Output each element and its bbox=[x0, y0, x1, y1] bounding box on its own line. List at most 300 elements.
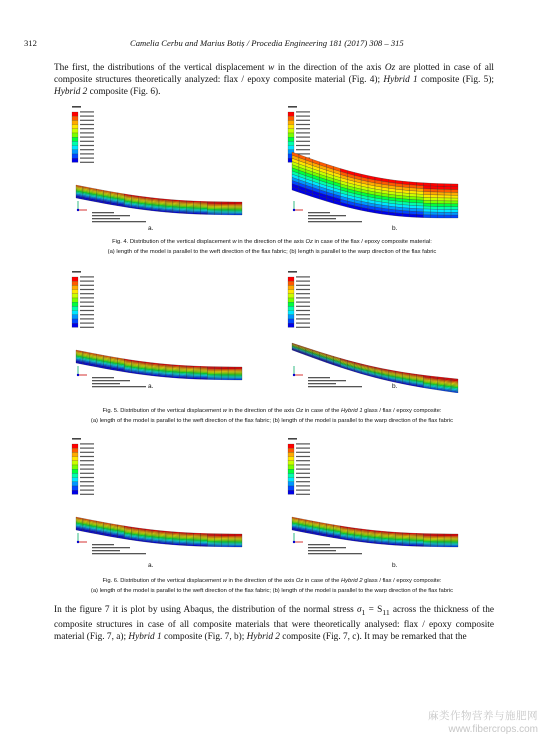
info-text-stub bbox=[92, 215, 130, 216]
mesh-element bbox=[410, 205, 417, 208]
legend-value-stub bbox=[80, 477, 94, 478]
figure-6-panel-b-label: b. bbox=[392, 562, 398, 569]
legend-header-stub bbox=[72, 438, 81, 440]
mesh-element bbox=[187, 213, 194, 214]
mesh-element bbox=[451, 195, 458, 198]
info-text-stub bbox=[308, 380, 346, 381]
axis-triad-z bbox=[77, 209, 79, 211]
mesh-element bbox=[437, 186, 444, 189]
legend-swatch bbox=[288, 129, 294, 133]
legend-value-stub bbox=[296, 285, 310, 286]
mesh-element bbox=[437, 204, 444, 207]
figure-4-caption: Fig. 4. Distribution of the vertical displacement w in the direction of the axis Oz in case of the flax / epoxy composite material: (a) length of the model is parallel to the weft direction of the flax fabric; (b) length is parallel to the warp direction of the flax fabric bbox=[107, 239, 437, 255]
mesh-element bbox=[430, 209, 437, 212]
legend-value-stub bbox=[80, 494, 94, 495]
legend-value-stub bbox=[296, 297, 310, 298]
legend-value-stub bbox=[296, 318, 310, 319]
mesh-element bbox=[221, 379, 228, 380]
legend-value-stub bbox=[80, 297, 94, 298]
paragraph-stress: In the figure 7 it is plot by using Abaqus, the distribution of the normal stress $\sigma_1 = S_{11}$ across the thickness of the composite structures in case of all composite materials that were theoretically analysed: flax / epoxy composite material (Fig. 7, a); Hybrid 1 composite (Fig. 7, b); Hybrid 2 composite (Fig. 7, c). It may be remarked that the bbox=[54, 605, 494, 643]
legend-swatch bbox=[72, 461, 78, 465]
mesh-element bbox=[214, 546, 221, 547]
legend-value-stub bbox=[296, 464, 310, 465]
mesh-element bbox=[451, 201, 458, 204]
mesh-element bbox=[430, 198, 437, 201]
mesh-element bbox=[451, 212, 458, 215]
mesh-element bbox=[430, 206, 437, 209]
legend-swatch bbox=[72, 150, 78, 154]
mesh-element bbox=[207, 545, 214, 546]
legend-swatch bbox=[72, 281, 78, 285]
legend-value-stub bbox=[296, 132, 310, 133]
legend-value-stub bbox=[296, 120, 310, 121]
info-text-stub bbox=[308, 544, 330, 545]
legend-value-stub bbox=[80, 310, 94, 311]
info-text-stub bbox=[308, 215, 346, 216]
legend-header-stub bbox=[288, 271, 297, 273]
legend-value-stub bbox=[80, 443, 94, 444]
legend-swatch bbox=[72, 319, 78, 323]
legend-swatch bbox=[72, 120, 78, 124]
mesh-element bbox=[417, 212, 424, 215]
mesh-element bbox=[430, 189, 437, 192]
legend-swatch bbox=[288, 323, 294, 327]
mesh-element bbox=[423, 206, 430, 209]
legend-swatch bbox=[288, 277, 294, 281]
legend-value-stub bbox=[296, 124, 310, 125]
legend-value-stub bbox=[80, 153, 94, 154]
mesh-element bbox=[430, 183, 437, 186]
legend-swatch bbox=[288, 315, 294, 319]
legend-value-stub bbox=[80, 116, 94, 117]
legend-swatch bbox=[72, 129, 78, 133]
mesh-element bbox=[423, 212, 430, 215]
mesh-element bbox=[444, 187, 451, 190]
mesh-element bbox=[228, 379, 235, 380]
legend-value-stub bbox=[80, 323, 94, 324]
mesh-element bbox=[194, 213, 201, 214]
axis-triad-z bbox=[77, 374, 79, 376]
watermark-title: 麻类作物营养与施肥网 bbox=[428, 710, 538, 722]
info-text-stub bbox=[92, 550, 120, 551]
legend-value-stub bbox=[296, 494, 310, 495]
info-text-stub bbox=[92, 544, 114, 545]
mesh-element bbox=[201, 213, 208, 214]
mesh-element bbox=[423, 215, 430, 218]
mesh-element bbox=[437, 206, 444, 209]
mesh-element bbox=[430, 546, 437, 547]
mesh-element bbox=[194, 545, 201, 546]
legend-swatch bbox=[288, 478, 294, 482]
legend-swatch bbox=[72, 490, 78, 494]
mesh-element bbox=[430, 192, 437, 195]
legend-swatch bbox=[72, 154, 78, 158]
legend-swatch bbox=[288, 141, 294, 145]
legend-value-stub bbox=[296, 281, 310, 282]
legend-value-stub bbox=[296, 145, 310, 146]
mesh-element bbox=[451, 546, 458, 547]
mesh-element bbox=[187, 378, 194, 379]
figure-6-panel-a-label: a. bbox=[148, 562, 154, 569]
legend-value-stub bbox=[80, 481, 94, 482]
figure-4-panel-a-label: a. bbox=[148, 225, 154, 232]
figure-5-caption: Fig. 5. Distribution of the vertical displacement w in the direction of the axis Oz in case of the Hybrid 1 glass / flax / epoxy composite: (a) length of the model is parallel to the weft direction of the flax fabric; (b) length of the model is parallel to the warp direction of the flax fabric bbox=[90, 408, 454, 424]
legend-header-stub bbox=[288, 106, 297, 108]
mesh-element bbox=[423, 189, 430, 192]
mesh-element bbox=[430, 201, 437, 204]
legend-value-stub bbox=[80, 120, 94, 121]
legend-swatch bbox=[288, 125, 294, 129]
legend-swatch bbox=[72, 277, 78, 281]
mesh-element bbox=[417, 206, 424, 209]
legend-swatch bbox=[72, 112, 78, 116]
info-text-stub bbox=[92, 377, 114, 378]
info-text-stub bbox=[92, 380, 130, 381]
mesh-element bbox=[430, 195, 437, 198]
legend-value-stub bbox=[80, 132, 94, 133]
legend-value-stub bbox=[296, 314, 310, 315]
figure-5-panel-b-label: b. bbox=[392, 383, 398, 390]
mesh-element bbox=[444, 201, 451, 204]
mesh-element bbox=[403, 545, 410, 546]
mesh-element bbox=[437, 209, 444, 212]
legend-value-stub bbox=[296, 276, 310, 277]
legend-swatch bbox=[288, 473, 294, 477]
info-text-stub bbox=[308, 550, 336, 551]
legend-swatch bbox=[72, 486, 78, 490]
legend-value-stub bbox=[80, 162, 94, 163]
legend-value-stub bbox=[80, 281, 94, 282]
axis-triad-z bbox=[293, 374, 295, 376]
legend-swatch bbox=[288, 486, 294, 490]
mesh-element bbox=[423, 183, 430, 186]
mesh-element bbox=[228, 546, 235, 547]
mesh-element bbox=[417, 203, 424, 206]
mesh-element bbox=[437, 546, 444, 547]
mesh-element bbox=[451, 207, 458, 210]
legend-value-stub bbox=[80, 452, 94, 453]
legend-value-stub bbox=[296, 469, 310, 470]
mesh-element bbox=[235, 214, 242, 215]
mesh-element bbox=[437, 212, 444, 215]
legend-swatch bbox=[288, 306, 294, 310]
mesh-element bbox=[201, 545, 208, 546]
legend-swatch bbox=[288, 290, 294, 294]
legend-value-stub bbox=[296, 448, 310, 449]
mesh-element bbox=[451, 187, 458, 190]
legend-value-stub bbox=[80, 456, 94, 457]
mesh-element bbox=[423, 194, 430, 197]
info-text-stub bbox=[92, 212, 114, 213]
mesh-element bbox=[444, 189, 451, 192]
legend-value-stub bbox=[80, 128, 94, 129]
legend-swatch bbox=[288, 311, 294, 315]
figure-6-caption: Fig. 6. Distribution of the vertical displacement w in the direction of the axis Oz in case of the Hybrid 2 glass / flax / epoxy composite: (a) length of the model is parallel to the weft direction of the flax fabric; (b) length of the model is parallel to the warp direction of the flax fabric bbox=[90, 578, 454, 594]
legend-header-stub bbox=[72, 106, 81, 108]
mesh-element bbox=[444, 209, 451, 212]
legend-value-stub bbox=[296, 141, 310, 142]
mesh-element bbox=[451, 192, 458, 195]
legend-value-stub bbox=[296, 323, 310, 324]
mesh-element bbox=[201, 378, 208, 379]
info-text-stub bbox=[92, 553, 146, 554]
figure-4-panel-b bbox=[282, 102, 462, 228]
legend-value-stub bbox=[296, 490, 310, 491]
figure-5-panel-a bbox=[66, 267, 246, 393]
mesh-element bbox=[403, 214, 410, 217]
mesh-element bbox=[194, 378, 201, 379]
legend-value-stub bbox=[80, 158, 94, 159]
mesh-element bbox=[451, 198, 458, 201]
info-text-stub bbox=[308, 547, 346, 548]
legend-swatch bbox=[72, 315, 78, 319]
mesh-element bbox=[437, 215, 444, 218]
legend-value-stub bbox=[296, 477, 310, 478]
mesh-element bbox=[235, 546, 242, 547]
paragraph-intro: The first, the distributions of the vertical displacement w in the direction of the axis Oz are plotted in case of all composite structures theoretically analyzed: flax / epoxy composite material (Fig. 4); Hybrid 1 composite (Fig. 5); Hybrid 2 composite (Fig. 6). bbox=[54, 63, 495, 98]
mesh-element bbox=[410, 202, 417, 205]
mesh-element bbox=[430, 212, 437, 215]
legend-swatch bbox=[72, 457, 78, 461]
running-head: Camelia Cerbu and Marius Botiș / Procedia Engineering 181 (2017) 308 – 315 bbox=[130, 38, 404, 48]
legend-value-stub bbox=[80, 145, 94, 146]
mesh-element bbox=[187, 545, 194, 546]
page-header bbox=[0, 38, 544, 52]
legend-swatch bbox=[72, 125, 78, 129]
mesh-element bbox=[430, 203, 437, 206]
legend-swatch bbox=[288, 302, 294, 306]
mesh-element bbox=[444, 215, 451, 218]
legend-swatch bbox=[288, 452, 294, 456]
mesh-element bbox=[410, 211, 417, 214]
mesh-element bbox=[451, 209, 458, 212]
legend-value-stub bbox=[80, 327, 94, 328]
legend-swatch bbox=[72, 452, 78, 456]
legend-swatch bbox=[288, 444, 294, 448]
legend-swatch bbox=[288, 319, 294, 323]
legend-swatch bbox=[288, 133, 294, 137]
mesh-element bbox=[417, 197, 424, 200]
mesh-element bbox=[417, 191, 424, 194]
mesh-element bbox=[451, 190, 458, 193]
legend-value-stub bbox=[80, 276, 94, 277]
legend-header-stub bbox=[288, 438, 297, 440]
figure-4-panel-a bbox=[66, 102, 246, 228]
mesh-element bbox=[423, 192, 430, 195]
mesh-element bbox=[423, 197, 430, 200]
page-number: 312 bbox=[24, 38, 37, 48]
mesh-element bbox=[437, 192, 444, 195]
legend-swatch bbox=[288, 146, 294, 150]
legend-swatch bbox=[72, 478, 78, 482]
mesh-element bbox=[451, 215, 458, 218]
legend-swatch bbox=[72, 137, 78, 141]
legend-swatch bbox=[288, 120, 294, 124]
legend-swatch bbox=[288, 490, 294, 494]
legend-value-stub bbox=[80, 490, 94, 491]
mesh-element bbox=[423, 200, 430, 203]
legend-value-stub bbox=[296, 452, 310, 453]
legend-swatch bbox=[288, 469, 294, 473]
legend-value-stub bbox=[80, 473, 94, 474]
legend-value-stub bbox=[80, 141, 94, 142]
legend-value-stub bbox=[296, 302, 310, 303]
legend-value-stub bbox=[296, 310, 310, 311]
mesh-element bbox=[235, 379, 242, 380]
legend-value-stub bbox=[296, 481, 310, 482]
figure-4-panel-b-label: b. bbox=[392, 225, 398, 232]
legend-value-stub bbox=[296, 293, 310, 294]
legend-value-stub bbox=[296, 485, 310, 486]
mesh-element bbox=[444, 195, 451, 198]
mesh-element bbox=[410, 208, 417, 211]
site-watermark bbox=[428, 708, 538, 735]
figure-5-panel-b bbox=[282, 267, 462, 393]
axis-triad-z bbox=[293, 209, 295, 211]
legend-value-stub bbox=[80, 149, 94, 150]
legend-value-stub bbox=[80, 306, 94, 307]
legend-swatch bbox=[72, 302, 78, 306]
legend-swatch bbox=[72, 285, 78, 289]
legend-value-stub bbox=[296, 456, 310, 457]
info-text-stub bbox=[92, 386, 146, 387]
mesh-element bbox=[417, 185, 424, 188]
mesh-element bbox=[430, 215, 437, 218]
legend-swatch bbox=[72, 473, 78, 477]
info-text-stub bbox=[308, 386, 362, 387]
legend-swatch bbox=[72, 469, 78, 473]
legend-value-stub bbox=[80, 485, 94, 486]
mesh-element bbox=[444, 204, 451, 207]
mesh-element bbox=[417, 209, 424, 212]
info-text-stub bbox=[308, 553, 362, 554]
legend-swatch bbox=[288, 457, 294, 461]
legend-value-stub bbox=[80, 448, 94, 449]
legend-swatch bbox=[288, 112, 294, 116]
info-text-stub bbox=[92, 218, 120, 219]
legend-swatch bbox=[72, 158, 78, 162]
legend-swatch bbox=[288, 294, 294, 298]
legend-swatch bbox=[288, 116, 294, 120]
legend-swatch bbox=[72, 141, 78, 145]
mesh-element bbox=[437, 195, 444, 198]
mesh-element bbox=[207, 213, 214, 214]
legend-swatch bbox=[72, 482, 78, 486]
mesh-element bbox=[417, 194, 424, 197]
mesh-element bbox=[451, 204, 458, 207]
mesh-element bbox=[444, 184, 451, 187]
mesh-element bbox=[444, 212, 451, 215]
figure-6-panel-a bbox=[66, 434, 246, 560]
legend-swatch bbox=[288, 298, 294, 302]
mesh-element bbox=[214, 379, 221, 380]
legend-swatch bbox=[72, 323, 78, 327]
legend-value-stub bbox=[80, 314, 94, 315]
legend-value-stub bbox=[296, 116, 310, 117]
mesh-element bbox=[417, 200, 424, 203]
mesh-element bbox=[417, 545, 424, 546]
mesh-element bbox=[417, 214, 424, 217]
mesh-element bbox=[417, 188, 424, 191]
legend-value-stub bbox=[296, 289, 310, 290]
mesh-element bbox=[437, 183, 444, 186]
legend-swatch bbox=[288, 137, 294, 141]
mesh-element bbox=[451, 184, 458, 187]
info-text-stub bbox=[308, 377, 330, 378]
info-text-stub bbox=[92, 221, 146, 222]
mesh-element bbox=[389, 212, 396, 216]
legend-value-stub bbox=[80, 124, 94, 125]
mesh-element bbox=[221, 546, 228, 547]
mesh-element bbox=[423, 209, 430, 212]
legend-swatch bbox=[72, 146, 78, 150]
legend-swatch bbox=[72, 444, 78, 448]
legend-swatch bbox=[288, 448, 294, 452]
legend-value-stub bbox=[80, 302, 94, 303]
legend-value-stub bbox=[80, 464, 94, 465]
legend-header-stub bbox=[72, 271, 81, 273]
mesh-element bbox=[410, 214, 417, 217]
legend-value-stub bbox=[80, 285, 94, 286]
info-text-stub bbox=[92, 383, 120, 384]
info-text-stub bbox=[308, 212, 330, 213]
mesh-element bbox=[423, 203, 430, 206]
mesh-element bbox=[437, 201, 444, 204]
mesh-element bbox=[444, 546, 451, 547]
mesh-element bbox=[214, 214, 221, 215]
figure-6-panel-b bbox=[282, 434, 462, 560]
legend-value-stub bbox=[296, 128, 310, 129]
legend-value-stub bbox=[80, 137, 94, 138]
mesh-element bbox=[444, 207, 451, 210]
mesh-element bbox=[396, 213, 403, 217]
mesh-element bbox=[444, 192, 451, 195]
legend-swatch bbox=[288, 482, 294, 486]
mesh-element bbox=[444, 198, 451, 201]
mesh-element bbox=[417, 182, 424, 185]
legend-swatch bbox=[72, 465, 78, 469]
legend-value-stub bbox=[80, 460, 94, 461]
mesh-element bbox=[221, 214, 228, 215]
mesh-element bbox=[423, 186, 430, 189]
mesh-element bbox=[410, 545, 417, 546]
figure-5-panel-a-label: a. bbox=[148, 383, 154, 390]
legend-swatch bbox=[288, 285, 294, 289]
mesh-element bbox=[437, 189, 444, 192]
mesh-element bbox=[423, 545, 430, 546]
legend-value-stub bbox=[296, 460, 310, 461]
legend-swatch bbox=[288, 281, 294, 285]
legend-value-stub bbox=[296, 137, 310, 138]
legend-value-stub bbox=[296, 149, 310, 150]
legend-swatch bbox=[72, 306, 78, 310]
mesh-element bbox=[430, 186, 437, 189]
legend-swatch bbox=[72, 290, 78, 294]
mesh-element bbox=[437, 198, 444, 201]
legend-swatch bbox=[72, 298, 78, 302]
mesh-element bbox=[207, 378, 214, 379]
info-text-stub bbox=[92, 547, 130, 548]
legend-value-stub bbox=[80, 111, 94, 112]
legend-value-stub bbox=[80, 293, 94, 294]
mesh-element bbox=[228, 214, 235, 215]
legend-value-stub bbox=[296, 443, 310, 444]
legend-swatch bbox=[72, 294, 78, 298]
legend-value-stub bbox=[296, 473, 310, 474]
axis-triad-z bbox=[293, 541, 295, 543]
axis-triad-z bbox=[77, 541, 79, 543]
legend-value-stub bbox=[296, 306, 310, 307]
